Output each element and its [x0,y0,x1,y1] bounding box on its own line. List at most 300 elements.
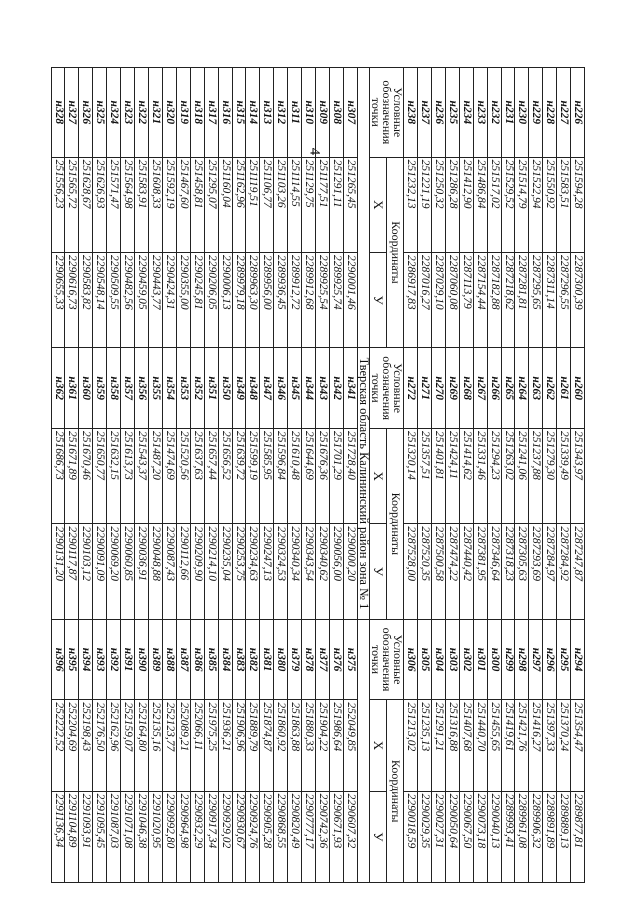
y-value-cell: 2287296,55 [557,252,571,347]
table-row [149,68,163,883]
x-value-cell: 251114,55 [288,157,302,252]
x-value-cell: 251543,37 [135,429,149,524]
x-value-cell: 251522,94 [529,157,543,252]
x-value-cell: 251237,88 [529,429,543,524]
point-id-cell: н376 [330,619,344,700]
point-id-cell: н322 [135,68,149,158]
point-id-cell: н265 [501,348,515,429]
x-value-cell: 252089,21 [176,700,190,791]
y-value-cell: 2290050,64 [445,791,459,882]
x-value-cell: 251585,95 [260,429,274,524]
point-id-cell: н345 [288,348,302,429]
x-value-cell: 251628,67 [79,157,93,252]
table-row [316,68,330,883]
point-id-cell: н323 [121,68,135,158]
y-value-cell: 2287474,22 [445,524,459,619]
y-value-cell: 2290443,77 [149,252,163,347]
point-id-cell: н307 [343,68,357,158]
y-value-cell: 2287281,81 [515,252,529,347]
y-value-cell: 2290131,20 [51,524,65,619]
table-row [418,68,432,883]
point-id-cell: н347 [260,348,274,429]
x-value-cell: 251632,15 [107,429,121,524]
x-value-cell: 252066,11 [190,700,204,791]
x-value-cell: 251119,51 [246,157,260,252]
table-row [93,68,107,883]
y-value-cell: 2289963,30 [246,252,260,347]
point-id-cell: н350 [218,348,232,429]
table-row [135,68,149,883]
point-id-cell: н328 [51,68,65,158]
y-value-cell: 2291071,08 [121,791,135,882]
y-value-cell: 2290209,90 [190,524,204,619]
y-value-cell: 2287029,10 [432,252,446,347]
table-row [501,68,515,883]
point-id-cell: н315 [232,68,246,158]
table-row [121,68,135,883]
y-value-cell: 2287218,62 [501,252,515,347]
y-value-cell: 2289889,13 [557,791,571,882]
table-row [260,68,274,883]
table-row [330,68,344,883]
point-id-cell: н306 [404,619,418,700]
point-id-cell: н236 [432,68,446,158]
y-value-cell: 2290000,20 [343,524,357,619]
table-row [432,68,446,883]
point-id-cell: н394 [79,619,93,700]
y-value-cell: 2290048,88 [149,524,163,619]
x-value-cell: 251265,45 [343,157,357,252]
x-value-cell: 252135,16 [149,700,163,791]
table-row [274,68,288,883]
x-value-cell: 251583,51 [557,157,571,252]
x-value-cell: 252123,77 [162,700,176,791]
point-id-cell: н231 [501,68,515,158]
table-row [529,68,543,883]
point-id-cell: н304 [432,619,446,700]
x-value-cell: 251320,14 [404,429,418,524]
point-id-cell: н235 [445,68,459,158]
table-row [176,68,190,883]
header-point-3: Условные обозначения точки [370,619,404,700]
x-value-cell: 251357,51 [418,429,432,524]
point-id-cell: н319 [176,68,190,158]
x-value-cell: 251291,21 [432,700,446,791]
y-value-cell: 2290742,36 [316,791,330,882]
point-id-cell: н305 [418,619,432,700]
x-value-cell: 251232,13 [404,157,418,252]
x-value-cell: 251936,21 [218,700,232,791]
y-value-cell: 2290548,14 [93,252,107,347]
point-id-cell: н354 [162,348,176,429]
point-id-cell: н312 [274,68,288,158]
y-value-cell: 2291020,95 [149,791,163,882]
x-value-cell: 252222,52 [51,700,65,791]
point-id-cell: н388 [162,619,176,700]
y-value-cell: 2291093,91 [79,791,93,882]
point-id-cell: н271 [418,348,432,429]
y-value-cell: 2290355,00 [176,252,190,347]
x-value-cell: 251906,96 [232,700,246,791]
point-id-cell: н396 [51,619,65,700]
point-id-cell: н267 [473,348,487,429]
y-value-cell: 2287381,95 [473,524,487,619]
x-value-cell: 251863,88 [288,700,302,791]
point-id-cell: н357 [121,348,135,429]
x-value-cell: 251874,87 [260,700,274,791]
point-id-cell: н359 [93,348,107,429]
y-value-cell: 2287346,64 [487,524,501,619]
y-value-cell: 2289912,68 [302,252,316,347]
y-value-cell: 2290509,55 [107,252,121,347]
point-id-cell: н272 [404,348,418,429]
x-value-cell: 252176,50 [93,700,107,791]
y-value-cell: 2290069,20 [107,524,121,619]
x-value-cell: 251889,79 [246,700,260,791]
y-value-cell: 2290905,28 [260,791,274,882]
point-id-cell: н264 [515,348,529,429]
y-value-cell: 2290091,09 [93,524,107,619]
point-id-cell: н303 [445,619,459,700]
point-id-cell: н384 [218,619,232,700]
y-value-cell: 2287293,69 [529,524,543,619]
region-gap-left [357,68,369,348]
y-value-cell: 2290245,81 [190,252,204,347]
table-row [343,68,357,883]
x-value-cell: 251676,36 [316,429,330,524]
y-value-cell: 2290583,82 [79,252,93,347]
x-value-cell: 251407,68 [459,700,473,791]
table-row [107,68,121,883]
y-value-cell: 2290424,31 [162,252,176,347]
coordinates-table [51,67,585,883]
point-id-cell: н380 [274,619,288,700]
x-value-cell: 251517,02 [487,157,501,252]
x-value-cell: 251860,92 [274,700,288,791]
point-id-cell: н360 [79,348,93,429]
y-value-cell: 2289906,32 [529,791,543,882]
table-row [218,68,232,883]
table-row [65,68,79,883]
y-value-cell: 2290671,93 [330,791,344,882]
y-value-cell: 2290930,67 [232,791,246,882]
point-id-cell: н300 [487,619,501,700]
table-row [288,68,302,883]
x-value-cell: 251565,72 [65,157,79,252]
y-value-cell: 2287500,58 [432,524,446,619]
y-value-cell: 2289925,54 [316,252,330,347]
point-id-cell: н308 [330,68,344,158]
x-value-cell: 251401,81 [432,429,446,524]
x-value-cell: 251656,52 [218,429,232,524]
y-value-cell: 2290868,55 [274,791,288,882]
point-id-cell: н383 [232,619,246,700]
top-section [404,68,585,883]
point-id-cell: н233 [473,68,487,158]
point-id-cell: н375 [343,619,357,700]
point-id-cell: н270 [432,348,446,429]
point-id-cell: н346 [274,348,288,429]
x-value-cell: 251701,29 [330,429,344,524]
point-id-cell: н321 [149,68,163,158]
y-value-cell: 2287440,42 [459,524,473,619]
region-gap-right [357,619,369,882]
x-value-cell: 251728,40 [343,429,357,524]
point-id-cell: н377 [316,619,330,700]
table-row [190,68,204,883]
point-id-cell: н260 [571,348,585,429]
x-value-cell: 251571,47 [107,157,121,252]
x-value-cell: 252049,85 [343,700,357,791]
header-y-2: У [370,524,387,619]
x-value-cell: 251467,60 [176,157,190,252]
y-value-cell: 2290616,73 [65,252,79,347]
y-value-cell: 2287154,44 [473,252,487,347]
y-value-cell: 2287182,88 [487,252,501,347]
x-value-cell: 251331,46 [473,429,487,524]
x-value-cell: 251596,84 [274,429,288,524]
x-value-cell: 251221,19 [418,157,432,252]
x-value-cell: 251458,81 [190,157,204,252]
point-id-cell: н313 [260,68,274,158]
x-value-cell: 251599,19 [246,429,260,524]
x-value-cell: 251550,92 [543,157,557,252]
x-value-cell: 251103,26 [274,157,288,252]
y-value-cell: 2290253,75 [232,524,246,619]
y-value-cell: 2287247,87 [571,524,585,619]
point-id-cell: н355 [149,348,163,429]
y-value-cell: 2290103,12 [79,524,93,619]
x-value-cell: 251241,06 [515,429,529,524]
x-value-cell: 251644,69 [302,429,316,524]
y-value-cell: 2290343,54 [302,524,316,619]
x-value-cell: 251657,44 [204,429,218,524]
point-id-cell: н295 [557,619,571,700]
y-value-cell: 2290482,56 [121,252,135,347]
point-id-cell: н349 [232,348,246,429]
point-id-cell: н356 [135,348,149,429]
y-value-cell: 2290932,29 [190,791,204,882]
x-value-cell: 251520,56 [176,429,190,524]
x-value-cell: 251592,19 [162,157,176,252]
table-row [445,68,459,883]
x-value-cell: 251564,98 [121,157,135,252]
y-value-cell: 2287318,23 [501,524,515,619]
y-value-cell: 2287311,14 [543,252,557,347]
y-value-cell: 2287060,08 [445,252,459,347]
table-row [404,68,418,883]
y-value-cell: 2290917,34 [204,791,218,882]
x-value-cell: 251235,13 [418,700,432,791]
x-value-cell: 251295,07 [204,157,218,252]
table-row [557,68,571,883]
x-value-cell: 251626,93 [93,157,107,252]
table-row [204,68,218,883]
y-value-cell: 2289979,18 [232,252,246,347]
point-id-cell: н385 [204,619,218,700]
x-value-cell: 251650,77 [93,429,107,524]
x-value-cell: 252198,43 [79,700,93,791]
table-row [571,68,585,883]
header-y-3: У [370,791,387,882]
point-id-cell: н378 [302,619,316,700]
table-row [246,68,260,883]
point-id-cell: н296 [543,619,557,700]
x-value-cell: 251613,73 [121,429,135,524]
table-row [79,68,93,883]
y-value-cell: 2290777,17 [302,791,316,882]
y-value-cell: 2290073,18 [473,791,487,882]
point-id-cell: н381 [260,619,274,700]
y-value-cell: 2287528,00 [404,524,418,619]
point-id-cell: н314 [246,68,260,158]
y-value-cell: 2291136,34 [51,791,65,882]
point-id-cell: н238 [404,68,418,158]
point-id-cell: н343 [316,348,330,429]
y-value-cell: 2290029,35 [418,791,432,882]
point-id-cell: н316 [218,68,232,158]
y-value-cell: 2290018,59 [404,791,418,882]
point-id-cell: н391 [121,619,135,700]
y-value-cell: 2290340,62 [316,524,330,619]
x-value-cell: 251414,62 [459,429,473,524]
point-id-cell: н301 [473,619,487,700]
y-value-cell: 2290087,43 [162,524,176,619]
y-value-cell: 2290992,80 [162,791,176,882]
point-id-cell: н361 [65,348,79,429]
point-id-cell: н386 [190,619,204,700]
x-value-cell: 252204,69 [65,700,79,791]
y-value-cell: 2287113,79 [459,252,473,347]
y-value-cell: 2290040,13 [487,791,501,882]
y-value-cell: 2290655,33 [51,252,65,347]
x-value-cell: 251686,73 [51,429,65,524]
y-value-cell: 2290117,87 [65,524,79,619]
x-value-cell: 251294,23 [487,429,501,524]
y-value-cell: 2289956,00 [260,252,274,347]
point-id-cell: н393 [93,619,107,700]
x-value-cell: 251639,72 [232,429,246,524]
header-coords-1: Координаты [387,157,404,348]
x-value-cell: 251486,84 [473,157,487,252]
point-id-cell: н344 [302,348,316,429]
x-value-cell: 251370,24 [557,700,571,791]
x-value-cell: 251975,25 [204,700,218,791]
bottom-section [51,68,357,883]
x-value-cell: 251455,65 [487,700,501,791]
y-value-cell: 2290027,31 [432,791,446,882]
x-value-cell: 251583,91 [135,157,149,252]
point-id-cell: н348 [246,348,260,429]
point-id-cell: н227 [557,68,571,158]
point-id-cell: н302 [459,619,473,700]
y-value-cell: 2287300,39 [571,252,585,347]
x-value-cell: 251608,33 [149,157,163,252]
point-id-cell: н392 [107,619,121,700]
x-value-cell: 252162,96 [107,700,121,791]
header-point-1: Условные обозначения точки [370,68,404,158]
y-value-cell: 2290459,05 [135,252,149,347]
x-value-cell: 251670,46 [79,429,93,524]
y-value-cell: 2290607,32 [343,791,357,882]
point-id-cell: н317 [204,68,218,158]
point-id-cell: н327 [65,68,79,158]
point-id-cell: н325 [93,68,107,158]
point-id-cell: н311 [288,68,302,158]
point-id-cell: н310 [302,68,316,158]
x-value-cell: 251416,27 [529,700,543,791]
point-id-cell: н297 [529,619,543,700]
x-value-cell: 251343,97 [571,429,585,524]
y-value-cell: 2290820,49 [288,791,302,882]
x-value-cell: 252164,80 [135,700,149,791]
table-row [515,68,529,883]
point-id-cell: н353 [176,348,190,429]
x-value-cell: 251286,28 [445,157,459,252]
point-id-cell: н261 [557,348,571,429]
point-id-cell: н318 [190,68,204,158]
y-value-cell: 2290036,91 [135,524,149,619]
y-value-cell: 2290247,13 [260,524,274,619]
y-value-cell: 2291087,03 [107,791,121,882]
page-number: 4 [306,147,323,156]
table-row [487,68,501,883]
point-id-cell: н230 [515,68,529,158]
x-value-cell: 251419,61 [501,700,515,791]
x-value-cell: 251316,88 [445,700,459,791]
x-value-cell: 251529,52 [501,157,515,252]
x-value-cell: 251421,76 [515,700,529,791]
point-id-cell: н390 [135,619,149,700]
x-value-cell: 251514,79 [515,157,529,252]
point-id-cell: н262 [543,348,557,429]
y-value-cell: 2290067,50 [459,791,473,882]
point-id-cell: н266 [487,348,501,429]
y-value-cell: 2289877,81 [571,791,585,882]
y-value-cell: 2287016,27 [418,252,432,347]
x-value-cell: 251610,48 [288,429,302,524]
x-value-cell: 251440,70 [473,700,487,791]
header-y-1: У [370,252,387,347]
point-id-cell: н228 [543,68,557,158]
point-id-cell: н358 [107,348,121,429]
point-id-cell: н298 [515,619,529,700]
point-id-cell: н299 [501,619,515,700]
point-id-cell: н362 [51,348,65,429]
header-x-1: X [370,157,387,252]
header-coords-3: Координаты [387,700,404,883]
x-value-cell: 251474,69 [162,429,176,524]
x-value-cell: 251424,11 [445,429,459,524]
table-row [473,68,487,883]
point-id-cell: н379 [288,619,302,700]
x-value-cell: 251279,30 [543,429,557,524]
y-value-cell: 2289936,45 [274,252,288,347]
y-value-cell: 2287305,63 [515,524,529,619]
point-id-cell: н324 [107,68,121,158]
table-row [51,68,65,883]
point-id-cell: н352 [190,348,204,429]
region-title: Тверская область Калининский район зона № 1 [357,348,369,619]
y-value-cell: 2290112,66 [176,524,190,619]
point-id-cell: н229 [529,68,543,158]
x-value-cell: 251354,47 [571,700,585,791]
y-value-cell: 2290924,76 [246,791,260,882]
header-x-3: X [370,700,387,791]
table-row [162,68,176,883]
y-value-cell: 2290214,10 [204,524,218,619]
y-value-cell: 2291046,38 [135,791,149,882]
